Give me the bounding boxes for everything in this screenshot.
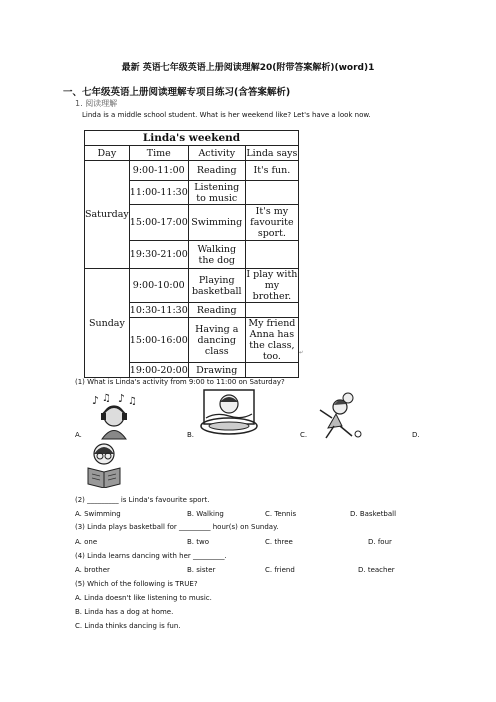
time-cell: 19:30-21:00 [129, 241, 188, 269]
option-b-label: B. [187, 431, 195, 439]
paragraph-mark: ↵ [299, 350, 304, 356]
q5-option: B. Linda has a dog at home. [75, 608, 174, 616]
swimming-picture [196, 388, 262, 438]
section-heading: 一、七年级英语上册阅读理解专项目练习(含答案解析) [63, 87, 291, 98]
q5-option: C. Linda thinks dancing is fun. [75, 622, 181, 630]
document-title: 最新 英语七年级英语上册阅读理解20(附带答案解析)(word)1 [121, 63, 375, 73]
time-cell: 15:00-17:00 [129, 205, 188, 241]
time-cell: 11:00-11:30 [129, 181, 188, 205]
says-cell [245, 181, 298, 205]
header-linda-says: Linda says [246, 147, 298, 159]
question-3-text: (3) Linda plays basketball for _________ hour(s) on Sunday. [75, 523, 279, 531]
question-type-line [75, 98, 117, 109]
time-cell: 15:00-16:00 [129, 318, 188, 363]
activity-cell: Drawing [188, 363, 245, 378]
q2-option: B. Walking [187, 510, 224, 518]
header-activity: Activity [188, 146, 245, 161]
time-cell: 9:00-11:00 [129, 161, 188, 181]
question-1-text: (1) What is Linda's activity from 9:00 to 11:00 on Saturday? [75, 378, 285, 386]
activity-cell: Listening to music [188, 181, 245, 205]
q4-option: A. brother [75, 566, 110, 574]
q5-option: A. Linda doesn't like listening to music. [75, 594, 212, 602]
question-type: 阅读理解 [85, 99, 118, 108]
listening-music-picture [88, 392, 140, 440]
q2-option: A. Swimming [75, 510, 121, 518]
activity-cell: Reading [188, 303, 245, 318]
q2-option: C. Tennis [265, 510, 297, 518]
intro-text: Linda is a middle school student. What is her weekend like? Let's have a look now. [82, 111, 371, 119]
header-day: Day [85, 146, 130, 161]
says-cell [245, 363, 298, 378]
q3-option: D. four [368, 538, 392, 546]
question-number: 1. [75, 99, 83, 108]
svg-text:♪: ♪ [118, 392, 126, 405]
says-cell [245, 303, 298, 318]
activity-cell: Walking the dog [188, 241, 245, 269]
says-cell [245, 241, 298, 269]
says-cell: It's my favourite sport. [245, 205, 298, 241]
question-2-text: (2) _________ is Linda's favourite sport. [75, 496, 210, 504]
activity-cell: Having a dancing class [188, 318, 245, 363]
activity-cell: Playing basketball [188, 269, 245, 303]
time-cell: 10:30-11:30 [129, 304, 188, 316]
time-cell: 9:00-10:00 [129, 269, 188, 303]
option-c-label: C. [300, 431, 308, 439]
question-4-text: (4) Linda learns dancing with her _________. [75, 552, 227, 560]
q4-option: B. sister [187, 566, 216, 574]
says-cell: I play with my brother. [246, 269, 298, 302]
option-d-label: D. [412, 431, 420, 439]
q3-option: A. one [75, 538, 98, 546]
reading-picture [84, 442, 124, 488]
q2-option: D. Basketball [350, 510, 397, 518]
option-a-label: A. [75, 431, 82, 439]
svg-text:♫: ♫ [128, 396, 137, 407]
activity-cell: Reading [188, 161, 245, 181]
question-5-text: (5) Which of the following is TRUE? [75, 580, 198, 588]
header-time: Time [129, 146, 188, 161]
says-cell: My friend Anna has the class, too. [245, 318, 298, 363]
day-saturday: Saturday [85, 161, 130, 269]
playing-tennis-picture [312, 390, 362, 440]
q4-option: C. friend [265, 566, 295, 574]
says-cell: It's fun. [245, 161, 298, 181]
q3-option: B. two [187, 538, 210, 546]
q3-option: C. three [265, 538, 293, 546]
q4-option: D. teacher [358, 566, 395, 574]
svg-text:♪: ♪ [92, 394, 100, 407]
weekend-table [84, 130, 299, 378]
day-sunday: Sunday [85, 269, 130, 378]
table-caption: Linda's weekend [85, 131, 299, 146]
svg-text:♫: ♫ [102, 393, 111, 404]
activity-cell: Swimming [188, 205, 245, 241]
time-cell: 19:00-20:00 [129, 364, 188, 376]
